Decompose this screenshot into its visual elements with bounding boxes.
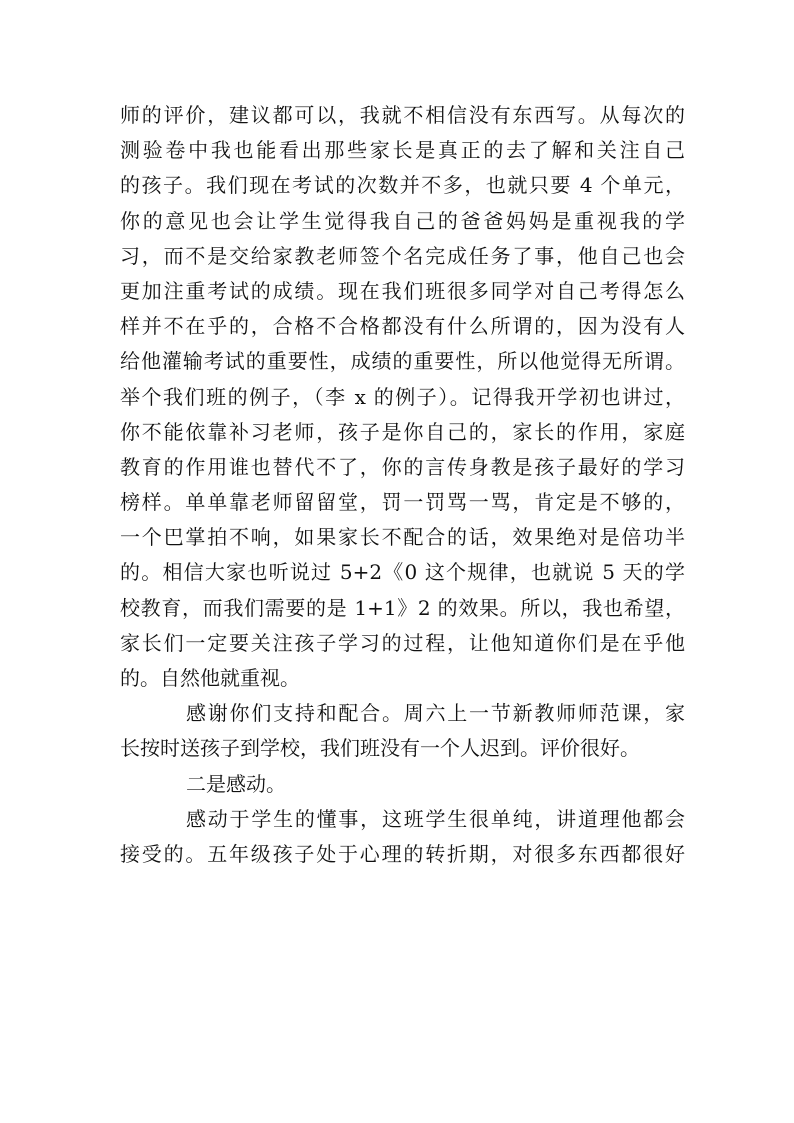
- text-line: 校教育，而我们需要的是 1+1》2 的效果。所以，我也希望，: [120, 595, 685, 620]
- text-line: 的。相信大家也听说过 5+2《0 这个规律，也就说 5 天的学: [120, 560, 685, 585]
- text-line: 你不能依靠补习老师，孩子是你自己的，家长的作用，家庭: [120, 419, 685, 444]
- text-line: 接受的。五年级孩子处于心理的转折期，对很多东西都很好: [120, 841, 685, 866]
- text-line: 举个我们班的例子，（李 x 的例子）。记得我开学初也讲过，: [120, 384, 685, 409]
- text-line: 师的评价，建议都可以，我就不相信没有东西写。从每次的: [120, 103, 685, 127]
- text-line: 教育的作用谁也替代不了，你的言传身教是孩子最好的学习: [120, 454, 685, 479]
- section-heading: 二是感动。: [186, 771, 286, 796]
- text-line: 你的意见也会让学生觉得我自己的爸爸妈妈是重视我的学: [120, 208, 685, 233]
- text-line: 更加注重考试的成绩。现在我们班很多同学对自己考得怎么: [120, 278, 685, 303]
- text-line: 样并不在乎的，合格不合格都没有什么所谓的，因为没有人: [120, 314, 685, 339]
- text-line: 的孩子。我们现在考试的次数并不多，也就只要 4 个单元，: [120, 173, 685, 198]
- paragraph-first-line: 感谢你们支持和配合。周六上一节新教师师范课，家: [186, 701, 685, 726]
- text-line: 家长们一定要关注孩子学习的过程，让他知道你们是在乎他: [120, 630, 685, 655]
- text-line: 测验卷中我也能看出那些家长是真正的去了解和关注自己: [120, 138, 685, 163]
- text-line: 一个巴掌拍不响，如果家长不配合的话，效果绝对是倍功半: [120, 525, 685, 550]
- text-line: 习，而不是交给家教老师签个名完成任务了事，他自己也会: [120, 243, 685, 268]
- text-line: 给他灌输考试的重要性，成绩的重要性，所以他觉得无所谓。: [120, 349, 685, 374]
- text-line: 榜样。单单靠老师留留堂，罚一罚骂一骂，肯定是不够的，: [120, 490, 685, 515]
- text-line: 的。自然他就重视。: [120, 666, 300, 690]
- paragraph-first-line: 感动于学生的懂事，这班学生很单纯，讲道理他都会: [186, 806, 685, 831]
- text-line: 长按时送孩子到学校，我们班没有一个人迟到。评价很好。: [120, 736, 640, 761]
- document-body: [120, 98, 685, 872]
